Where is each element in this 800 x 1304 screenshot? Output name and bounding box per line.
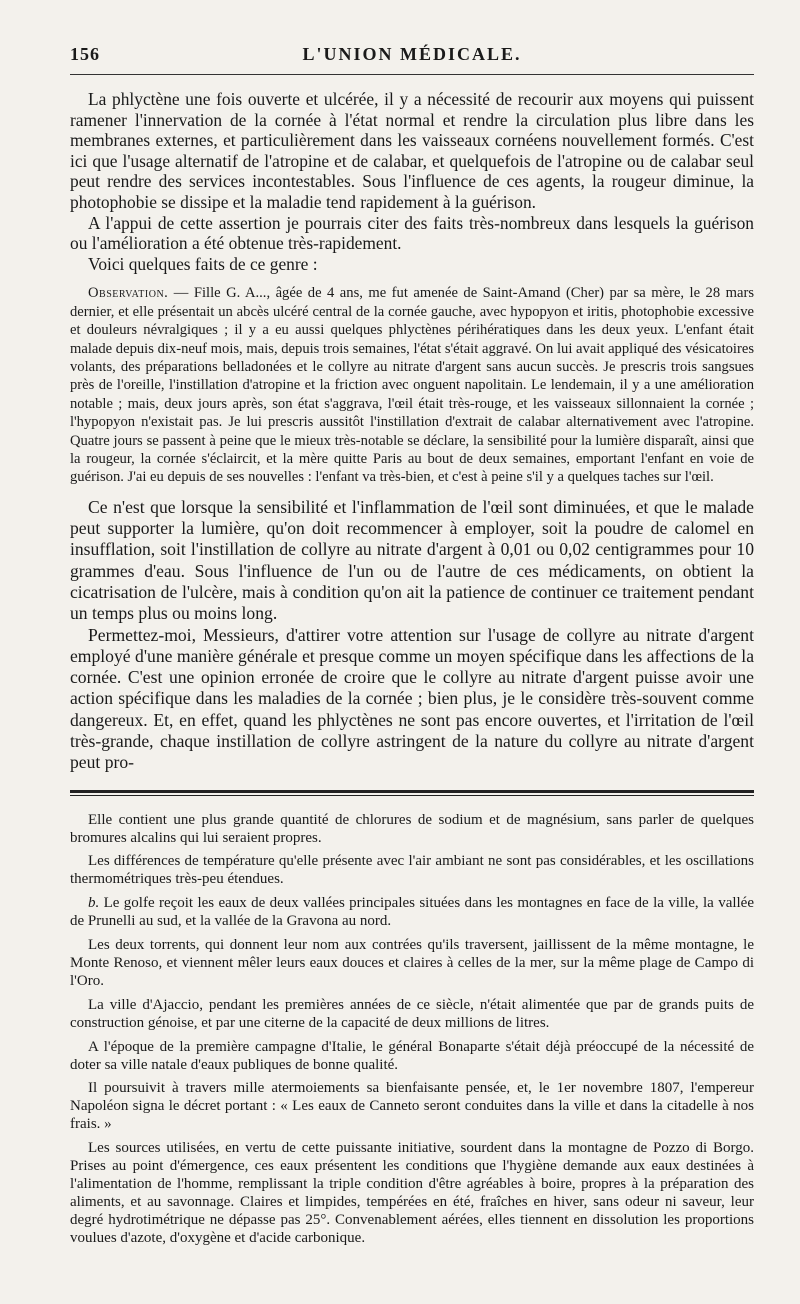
running-head <box>70 40 754 70</box>
observation-section <box>70 284 754 486</box>
paragraph: Permettez-moi, Messieurs, d'attirer votre attention sur l'usage de collyre au nitrate d'argent employé d'une manière générale et presque comme un moyen spécifique dans les affections de la cornée. C'est une opinion erronée de croire que le collyre au nitrate d'argent puisse avoir une action spécifique dans les maladies de la cornée ; bien plus, je le considère très-souvent comme dangereux. Et, en effet, quand les phlyctènes ne sont pas encore ouvertes, et l'irritation de l'œil très-grande, chaque instillation de collyre astringent de la nature du collyre au nitrate d'argent peut pro- <box>70 624 754 773</box>
paragraph: Ce n'est que lorsque la sensibilité et l'inflammation de l'œil sont diminuées, et que le malade peut supporter la lumière, qu'on doit recommencer à employer, soit la poudre de calomel en insufflation, soit l'instillation de collyre au nitrate d'argent à 0,01 ou 0,02 centigrammes pour 10 grammes d'eau. Sous l'influence de l'un ou de l'autre de ces médicaments, on obtient la cicatrisation de l'ulcère, mais à condition qu'on ait la patience de continuer ce traitement pendant un temps plus ou moins long. <box>70 496 754 624</box>
page-number: 156 <box>70 44 100 64</box>
note-paragraph: Les sources utilisées, en vertu de cette puissante initiative, sourdent dans la montagne de Pozzo di Borgo. Prises au point d'émergence, ces eaux présentent les conditions que l'hygiène demande aux eaux destinées à l'alimentation de l'homme, remplissant la triple condition d'être agréables à boire, propres à la préparation des aliments, et au savonnage. Claires et limpides, tempérées en été, fraîches en hiver, sans odeur ni saveur, leur degré hydrotimétrique ne dépasse pas 25°. Convenablement aérées, elles tiennent en dissolution les proportions voulues d'azote, d'oxygène et d'acide carbonique. <box>70 1140 754 1246</box>
paragraph: A l'appui de cette assertion je pourrais citer des faits très-nombreux dans lesquels la guérison ou l'amélioration a été obtenue très-rapidement. <box>70 212 754 254</box>
paragraph: Voici quelques faits de ce genre : <box>88 253 318 274</box>
feuilleton-section <box>70 812 754 1248</box>
journal-title: L'UNION MÉDICALE. <box>302 44 522 64</box>
note-paragraph: La ville d'Ajaccio, pendant les premières années de ce siècle, n'était alimentée que par de grands puits de construction génoise, et par une citerne de la capacité de deux millions de litres. <box>70 996 754 1031</box>
note-paragraph: Elle contient une plus grande quantité de chlorures de sodium et de magnésium, sans parler de quelques bromures alcalins qui lui seraient propres. <box>70 811 754 846</box>
note-paragraph: Les deux torrents, qui donnent leur nom aux contrées qu'ils traversent, jaillissent de la même montagne, le Monte Renoso, et viennent mêler leurs eaux douces et claires à celles de la mer, sur la même plage de Campo di l'Oro. <box>70 937 754 989</box>
note-text: Le golfe reçoit les eaux de deux vallées principales situées dans les montagnes en face de la ville, la vallée de Prunelli au sud, et la vallée de la Gravona au nord. <box>70 895 754 930</box>
observation-label: Observation. <box>88 285 169 302</box>
observation-text: — Fille G. A..., âgée de 4 ans, me fut amenée de Saint-Amand (Cher) par sa mère, le 28 mars dernier, et elle présentait un abcès ulcéré central de la cornée gauche, avec hypopyon et iritis, photophobie excessive et douleurs névralgiques ; il y a eu aussi quelques phlyctènes périhératiques dans les deux yeux. L'enfant était malade depuis dix-neuf mois, mais, depuis trois semaines, l'état s'était aggravé. On lui avait appliqué des vésicatoires volants, des préparations belladonées et le collyre au nitrate d'argent sans aucun succès. Je prescris trois sangsues près de l'oreille, l'instillation d'atropine et la friction avec onguent napolitain. Le lendemain, il y a une amélioration notable ; mais, deux jours après, son état s'aggrava, l'œil était très-rouge, et les vaisseaux sillonnaient la cornée ; l'hypopyon n'existait pas. Je lui prescris aussitôt l'instillation d'extrait de calabar alternativement avec l'atropine. Quatre jours se passent à peine que le mieux très-notable se déclare, la sensibilité pour la lumière disparaît, ainsi que la rougeur, la cornée s'éclaircit, et la mère quitte Paris au bout de deux semaines, emportant l'enfant en voie de guérison. J'ai eu depuis de ses nouvelles : l'enfant va très-bien, et c'est à peine s'il y a quelques taches sur l'œil. <box>70 285 754 486</box>
main-text-continued <box>70 497 754 774</box>
note-paragraph: Les différences de température qu'elle présente avec l'air ambiant ne sont pas considérables, et les oscillations thermométriques très-peu étendues. <box>70 853 754 888</box>
note-paragraph: Il poursuivit à travers mille atermoiements sa bienfaisante pensée, et, le 1er novembre 1807, l'empereur Napoléon signa le décret portant : « Les eaux de Canneto seront conduites dans la ville et dans la citadelle à nos frais. » <box>70 1080 754 1133</box>
section-divider <box>70 790 754 796</box>
main-text-section <box>70 89 754 274</box>
note-paragraph: A l'époque de la première campagne d'Italie, le général Bonaparte s'était déjà préoccupé de la nécessité de doter sa ville natale d'eaux publiques de bonne qualité. <box>70 1038 754 1073</box>
note-marker: b. <box>88 895 100 912</box>
header-rule <box>70 74 754 75</box>
paragraph: La phlyctène une fois ouverte et ulcérée, il y a nécessité de recourir aux moyens qui puissent ramener l'innervation de la cornée à l'état normal et rendre la circulation plus libre dans les membranes externes, et particulièrement dans les vaisseaux cornéens nouvellement formés. C'est ici que l'usage alternatif de l'atropine et de calabar, et quelquefois de l'atropine ou de calabar seul peut rendre des services incontestables. Sous l'influence de ces agents, la rougeur diminue, la photophobie se dissipe et la maladie tend rapidement à la guérison. <box>70 89 754 212</box>
observation-paragraph <box>70 284 754 486</box>
note-paragraph <box>70 895 754 931</box>
